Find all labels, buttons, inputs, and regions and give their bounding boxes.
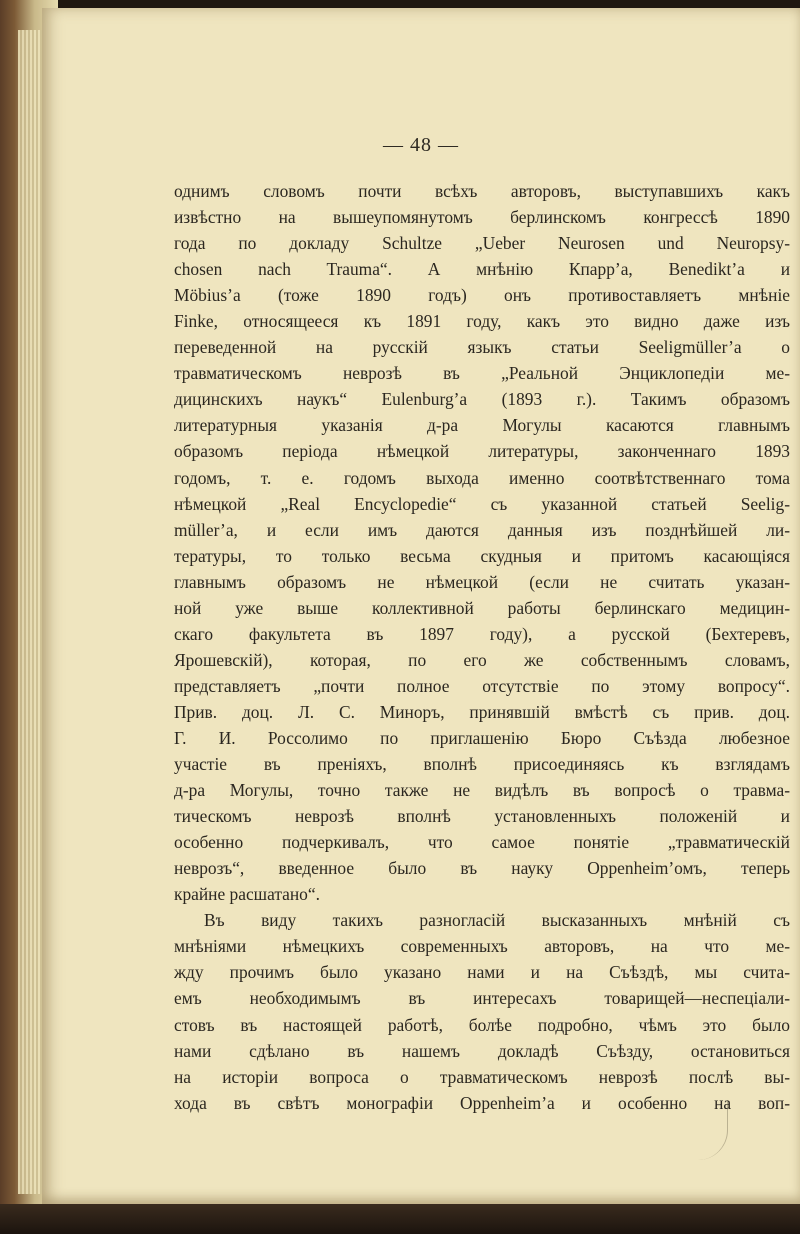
text-line: Möbius’a (тоже 1890 годъ) онъ противоставляетъ мнѣніе bbox=[174, 285, 790, 306]
page-corner-curl bbox=[687, 1100, 728, 1160]
page-number: — 48 — bbox=[383, 134, 459, 156]
text-line: тическомъ неврозѣ вполнѣ установленныхъ положеній и bbox=[174, 806, 790, 827]
text-line: переведенной на русскій языкъ статьи Seeligmüller’a о bbox=[174, 337, 790, 358]
text-line: скаго факультета въ 1897 году), а русской (Бехтеревъ, bbox=[174, 623, 790, 644]
text-line: д-ра Могулы, точно также не видѣлъ въ вопросѣ о травма- bbox=[174, 780, 790, 801]
text-line: травматическомъ неврозѣ въ „Реальной Энциклопедіи ме- bbox=[174, 363, 790, 384]
text-line: мнѣніями нѣмецкихъ современныхъ авторовъ, на что ме- bbox=[174, 936, 790, 957]
text-line: главнымъ образомъ не нѣмецкой (если не считать указан- bbox=[174, 571, 790, 592]
scan-bottom-border bbox=[0, 1204, 800, 1234]
book-page bbox=[42, 8, 800, 1204]
text-line: дицинскихъ наукъ“ Eulenburg’a (1893 г.). Такимъ образомъ bbox=[174, 389, 790, 410]
text-line: извѣстно на вышеупомянутомъ берлинскомъ конгрессѣ 1890 bbox=[174, 207, 790, 228]
text-line: литературныя указанія д-ра Могулы касаются главнымъ bbox=[174, 415, 790, 436]
text-line: особенно подчеркивалъ, что самое понятіе „травматическій bbox=[174, 832, 790, 853]
text-line: представляетъ „почти полное отсутствіе по этому вопросу“. bbox=[174, 675, 790, 696]
text-line: нами сдѣлано въ нашемъ докладѣ Съѣзду, остановиться bbox=[174, 1040, 790, 1061]
text-line: годомъ, т. е. годомъ выхода именно соотвѣтственнаго тома bbox=[174, 467, 790, 488]
text-line: ной уже выше коллективной работы берлинскаго медицин- bbox=[174, 597, 790, 618]
text-line: chosen nach Trauma“. А мнѣнію Кпарр’а, Benedikt’a и bbox=[174, 259, 790, 280]
text-line: участіе въ преніяхъ, вполнѣ присоединяясь къ взглядамъ bbox=[174, 754, 790, 775]
text-line: жду прочимъ было указано нами и на Съѣздѣ, мы счита- bbox=[174, 962, 790, 983]
text-line: нѣмецкой „Real Encyclopedie“ съ указанной статьей Seelig- bbox=[174, 493, 790, 514]
text-line: Finke, относящееся къ 1891 году, какъ это видно даже изъ bbox=[174, 311, 790, 332]
text-line: хода въ свѣтъ монографіи Oppenheim’a и особенно на воп- bbox=[174, 1092, 790, 1113]
text-line: года по докладу Schultze „Ueber Neurosen und Neuropsy- bbox=[174, 233, 790, 254]
text-line: Г. И. Россолимо по приглашенію Бюро Съѣзда любезное bbox=[174, 727, 790, 748]
text-line: Въ виду такихъ разногласій высказанныхъ мнѣній съ bbox=[204, 910, 790, 931]
text-line: однимъ словомъ почти всѣхъ авторовъ, выступавшихъ какъ bbox=[174, 181, 790, 201]
text-line: Ярошевскій), которая, по его же собственнымъ словамъ, bbox=[174, 649, 790, 670]
text-line: müller’a, и если имъ даются данныя изъ позднѣйшей ли- bbox=[174, 519, 790, 540]
text-line: стовъ въ настоящей работѣ, болѣе подробно, чѣмъ это было bbox=[174, 1014, 790, 1035]
text-line: образомъ періода нѣмецкой литературы, законченнаго 1893 bbox=[174, 441, 790, 462]
body-text bbox=[174, 178, 790, 1116]
text-line: емъ необходимымъ въ интересахъ товарищей—неспеціали- bbox=[174, 988, 790, 1009]
text-line: на исторіи вопроса о травматическомъ неврозѣ послѣ вы- bbox=[174, 1066, 790, 1087]
text-line: крайне расшатано“. bbox=[174, 884, 320, 905]
text-line: неврозъ“, введенное было въ науку Oppenheim’омъ, теперь bbox=[174, 858, 790, 879]
text-line: Прив. доц. Л. С. Миноръ, принявшій вмѣстѣ съ прив. доц. bbox=[174, 701, 790, 722]
text-line: тературы, то только весьма скудныя и притомъ касающіяся bbox=[174, 545, 790, 566]
